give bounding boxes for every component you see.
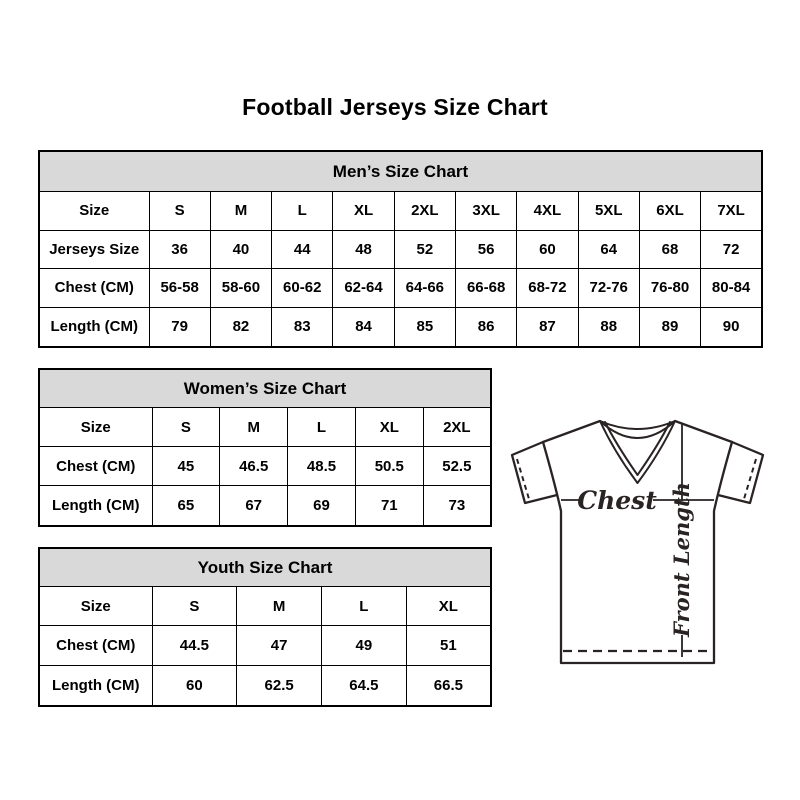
row-label: Chest (CM) [39,626,152,665]
table-cell: L [322,587,407,626]
table-cell: 60 [152,665,237,706]
row-label: Length (CM) [39,486,152,526]
table-cell: 56 [455,230,516,269]
row-label: Size [39,192,149,231]
table-cell: XL [355,408,423,447]
table-cell: XL [406,587,491,626]
table-cell: 68 [639,230,700,269]
row-label: Jerseys Size [39,230,149,269]
table-cell: 69 [288,486,356,526]
table-cell: 60-62 [272,269,333,308]
table-cell: 82 [210,307,271,347]
table-cell: S [152,587,237,626]
table-cell: 66.5 [406,665,491,706]
row-label: Size [39,587,152,626]
table-cell: 48 [333,230,394,269]
table-cell: 3XL [455,192,516,231]
table-cell: 60 [517,230,578,269]
table-title: Men’s Size Chart [39,151,762,192]
mens-size-table [38,150,763,348]
youth-size-table [38,547,492,707]
table-cell: 62.5 [237,665,322,706]
table-cell: 50.5 [355,447,423,486]
table-cell: 47 [237,626,322,665]
right-cuff-stitch-line [744,459,756,499]
table-cell: 5XL [578,192,639,231]
table-cell: 4XL [517,192,578,231]
table-cell: 64-66 [394,269,455,308]
table-cell: 86 [455,307,516,347]
table-cell: 2XL [423,408,491,447]
size-table-grid [38,368,492,527]
table-cell: 51 [406,626,491,665]
table-cell: M [210,192,271,231]
table-cell: 68-72 [517,269,578,308]
table-cell: 56-58 [149,269,210,308]
jersey-left-sleeve [512,442,557,503]
row-label: Chest (CM) [39,447,152,486]
table-cell: 44.5 [152,626,237,665]
front-length-measure-label: Front Length [669,482,694,637]
chest-measure-label: Chest [577,486,657,515]
jersey-measurement-diagram [505,405,768,695]
table-cell: 46.5 [220,447,288,486]
table-cell: 83 [272,307,333,347]
table-cell: XL [333,192,394,231]
size-table-grid [38,547,492,707]
jersey-body-outline [543,421,732,663]
table-cell: S [152,408,220,447]
table-cell: 7XL [701,192,762,231]
table-cell: 88 [578,307,639,347]
table-cell: 58-60 [210,269,271,308]
table-cell: L [288,408,356,447]
table-cell: 36 [149,230,210,269]
table-cell: M [220,408,288,447]
table-cell: 80-84 [701,269,762,308]
table-cell: 67 [220,486,288,526]
table-cell: 62-64 [333,269,394,308]
table-cell: 40 [210,230,271,269]
table-cell: 66-68 [455,269,516,308]
row-label: Length (CM) [39,665,152,706]
table-title: Women’s Size Chart [39,369,491,408]
row-label: Chest (CM) [39,269,149,308]
table-cell: 52.5 [423,447,491,486]
table-cell: 84 [333,307,394,347]
table-cell: 64.5 [322,665,407,706]
table-cell: 48.5 [288,447,356,486]
table-cell: 2XL [394,192,455,231]
table-cell: 90 [701,307,762,347]
table-cell: 73 [423,486,491,526]
collar-top-arc [600,421,675,429]
table-cell: M [237,587,322,626]
table-cell: 87 [517,307,578,347]
table-cell: 52 [394,230,455,269]
table-cell: L [272,192,333,231]
table-cell: 6XL [639,192,700,231]
table-cell: 49 [322,626,407,665]
jersey-right-sleeve [718,442,763,503]
table-cell: 79 [149,307,210,347]
row-label: Size [39,408,152,447]
table-cell: 72 [701,230,762,269]
table-cell: 64 [578,230,639,269]
table-cell: 71 [355,486,423,526]
page-title: Football Jerseys Size Chart [242,94,548,120]
table-cell: 89 [639,307,700,347]
table-cell: 76-80 [639,269,700,308]
table-cell: 72-76 [578,269,639,308]
table-cell: 44 [272,230,333,269]
table-cell: S [149,192,210,231]
table-cell: 85 [394,307,455,347]
table-title: Youth Size Chart [39,548,491,587]
row-label: Length (CM) [39,307,149,347]
table-cell: 65 [152,486,220,526]
womens-size-table [38,368,492,527]
size-table-grid [38,150,763,348]
table-cell: 45 [152,447,220,486]
